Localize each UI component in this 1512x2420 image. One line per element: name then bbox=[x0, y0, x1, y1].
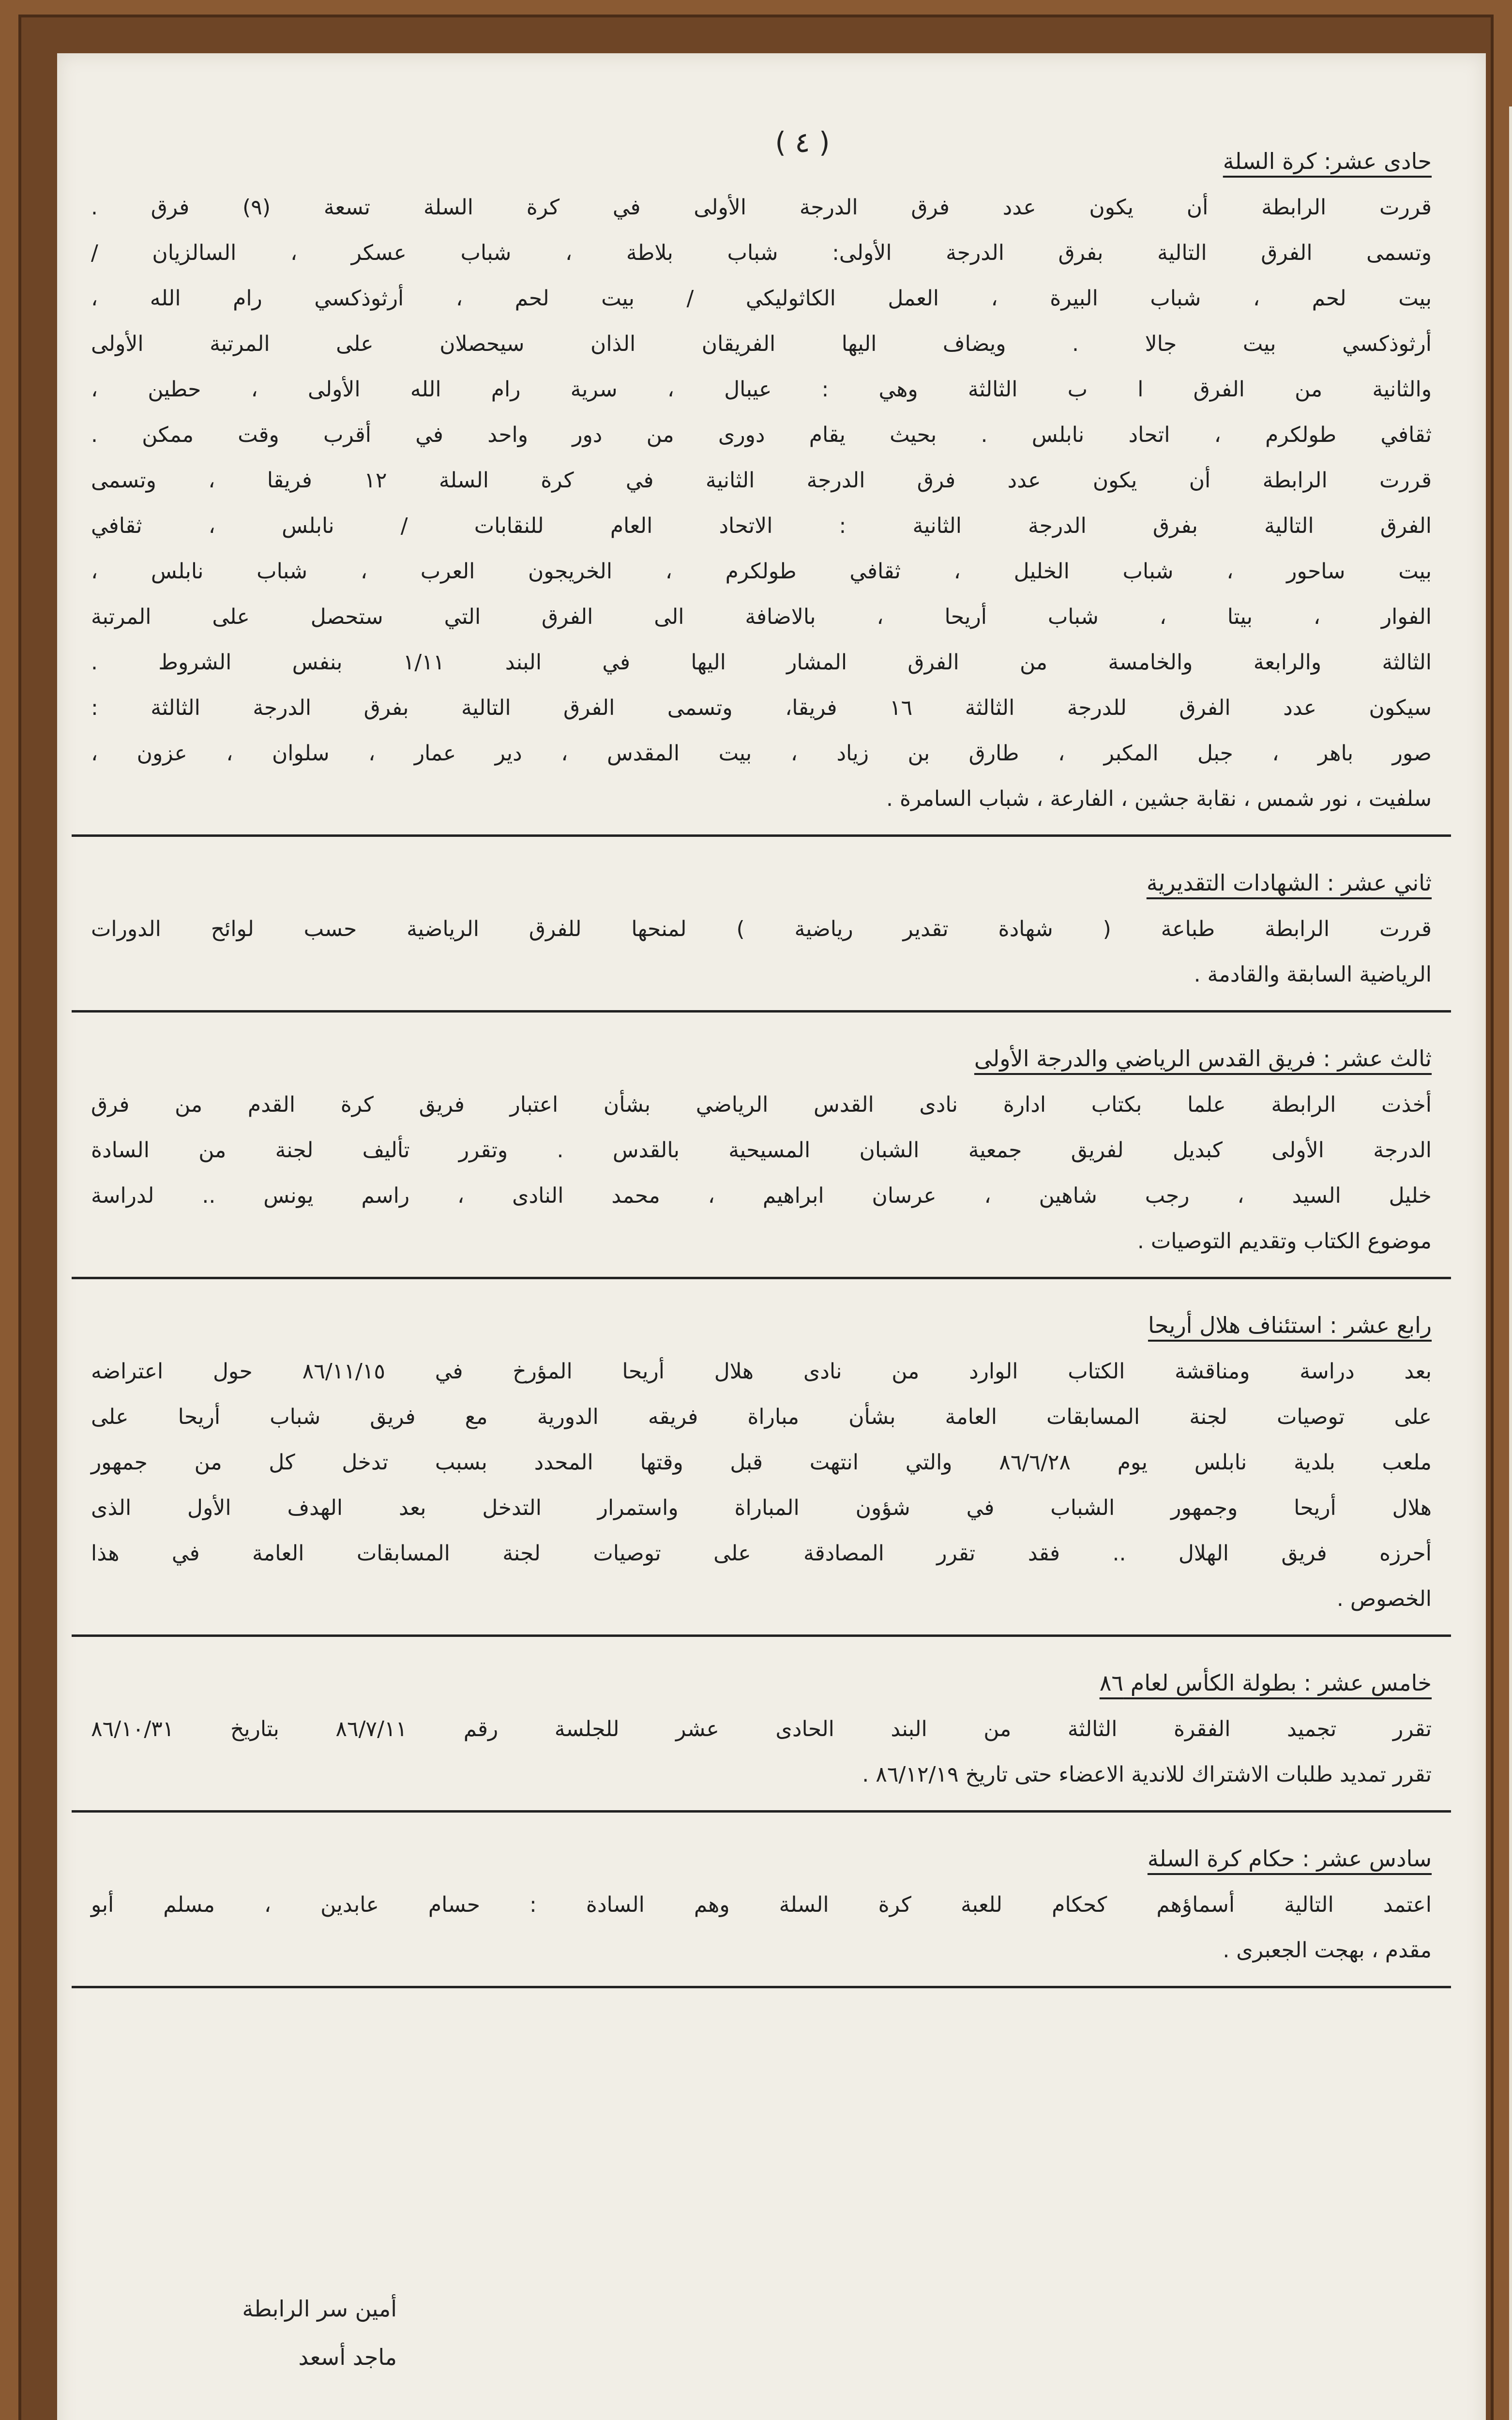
section-4 bbox=[91, 1290, 1432, 1622]
section-heading: حادى عشر: كرة السلة bbox=[1223, 148, 1432, 174]
section-divider bbox=[72, 1277, 1451, 1279]
page-number: ( ٤ ) bbox=[775, 126, 830, 159]
section-heading: خامس عشر : بطولة الكأس لعام ٨٦ bbox=[1099, 1670, 1432, 1696]
page-edge bbox=[1509, 106, 1512, 2420]
signature-name: ماجد أسعد bbox=[298, 2344, 397, 2370]
body-line: الفوار ، بيتا ، شباب أريحا ، بالاضافة الى الفرق التي ستحصل على المرتبة bbox=[91, 605, 1432, 629]
section-heading: رابع عشر : استئناف هلال أريحا bbox=[1148, 1312, 1432, 1338]
section-heading: سادس عشر : حكام كرة السلة bbox=[1147, 1845, 1432, 1872]
body-line: بيت ساحور ، شباب الخليل ، ثقافي طولكرم ، الخريجون العرب ، شباب نابلس ، bbox=[91, 559, 1432, 584]
section-heading: ثاني عشر : الشهادات التقديرية bbox=[1146, 870, 1432, 896]
body-line: الدرجة الأولى كبديل لفريق جمعية الشبان المسيحية بالقدس . وتقرر تأليف لجنة من السادة bbox=[91, 1138, 1432, 1163]
section-5 bbox=[91, 1648, 1432, 1798]
body-line: قررت الرابطة طباعة ( شهادة تقدير رياضية ) لمنحها للفرق الرياضية حسب لوائح الدورات bbox=[91, 917, 1432, 941]
body-line: موضوع الكتاب وتقديم التوصيات . bbox=[1137, 1229, 1432, 1254]
section-3 bbox=[91, 1023, 1432, 1264]
body-line: اعتمد التالية أسماؤهم كحكام للعبة كرة السلة وهم السادة : حسام عابدين ، مسلم أبو bbox=[91, 1892, 1432, 1917]
body-line: سيكون عدد الفرق للدرجة الثالثة ١٦ فريقا، وتسمى الفرق التالية بفرق الدرجة الثالثة : bbox=[91, 696, 1432, 720]
body-line: بعد دراسة ومناقشة الكتاب الوارد من نادى هلال أريحا المؤرخ في ٨٦/١١/١٥ حول اعتراضه bbox=[91, 1359, 1432, 1384]
signature-title: أمين سر الرابطة bbox=[242, 2296, 397, 2322]
body-line: الرياضية السابقة والقادمة . bbox=[1194, 962, 1432, 987]
body-line: أحرزه فريق الهلال .. فقد تقرر المصادقة على توصيات لجنة المسابقات العامة في هذا bbox=[91, 1541, 1432, 1566]
body-line: قررت الرابطة أن يكون عدد فرق الدرجة الثانية في كرة السلة ١٢ فريقا ، وتسمى bbox=[91, 468, 1432, 493]
body-line: أخذت الرابطة علما بكتاب ادارة نادى القدس الرياضي بشأن اعتبار فريق كرة القدم من فرق bbox=[91, 1092, 1432, 1117]
document-body bbox=[91, 126, 1432, 1999]
body-line: على توصيات لجنة المسابقات العامة بشأن مباراة فريقه الدورية مع فريق شباب أريحا على bbox=[91, 1405, 1432, 1429]
body-line: والثانية من الفرق ا ب الثالثة وهي : عيبال ، سرية رام الله الأولى ، حطين ، bbox=[91, 377, 1432, 402]
body-line: ثقافي طولكرم ، اتحاد نابلس . بحيث يقام دورى من دور واحد في أقرب وقت ممكن . bbox=[91, 423, 1432, 447]
body-line: هلال أريحا وجمهور الشباب في شؤون المباراة واستمرار التدخل بعد الهدف الأول الذى bbox=[91, 1496, 1432, 1520]
section-1 bbox=[91, 126, 1432, 822]
body-line: تقرر تمديد طلبات الاشتراك للاندية الاعضاء حتى تاريخ ٨٦/١٢/١٩ . bbox=[862, 1762, 1432, 1787]
section-divider bbox=[72, 834, 1451, 837]
body-line: صور باهر ، جبل المكبر ، طارق بن زياد ، بيت المقدس ، دير عمار ، سلوان ، عزون ، bbox=[91, 741, 1432, 766]
section-divider bbox=[72, 1986, 1451, 1988]
section-divider bbox=[72, 1634, 1451, 1637]
section-6 bbox=[91, 1823, 1432, 1973]
signature-block bbox=[145, 2284, 397, 2381]
body-line: بيت لحم ، شباب البيرة ، العمل الكاثوليكي / بيت لحم ، أرثوذكسي رام الله ، bbox=[91, 286, 1432, 311]
body-line: ملعب بلدية نابلس يوم ٨٦/٦/٢٨ والتي انتهت قبل وقتها المحدد بسبب تدخل كل من جمهور bbox=[91, 1450, 1432, 1475]
body-line: خليل السيد ، رجب شاهين ، عرسان ابراهيم ، محمد النادى ، راسم يونس .. لدراسة bbox=[91, 1183, 1432, 1208]
section-divider bbox=[72, 1810, 1451, 1813]
body-line: الثالثة والرابعة والخامسة من الفرق المشار اليها في البند ١/١١ بنفس الشروط . bbox=[91, 650, 1432, 675]
document-page bbox=[57, 53, 1486, 2420]
body-line: الفرق التالية بفرق الدرجة الثانية : الاتحاد العام للنقابات / نابلس ، ثقافي bbox=[91, 514, 1432, 538]
body-line: تقرر تجميد الفقرة الثالثة من البند الحادى عشر للجلسة رقم ٨٦/٧/١١ بتاريخ ٨٦/١٠/٣١ bbox=[91, 1717, 1432, 1741]
body-line: وتسمى الفرق التالية بفرق الدرجة الأولى: شباب بلاطة ، شباب عسكر ، السالزيان / bbox=[91, 241, 1432, 265]
body-line: سلفيت ، نور شمس ، نقابة جشين ، الفارعة ، شباب السامرة . bbox=[886, 786, 1432, 811]
section-divider bbox=[72, 1010, 1451, 1013]
body-line: مقدم ، بهجت الجعبرى . bbox=[1223, 1938, 1432, 1963]
section-2 bbox=[91, 847, 1432, 998]
section-heading: ثالث عشر : فريق القدس الرياضي والدرجة الأولى bbox=[974, 1045, 1432, 1072]
body-line: أرثوذكسي بيت جالا . ويضاف اليها الفريقان الذان سيحصلان على المرتبة الأولى bbox=[91, 332, 1432, 356]
body-line: قررت الرابطة أن يكون عدد فرق الدرجة الأولى في كرة السلة تسعة (٩) فرق . bbox=[91, 195, 1432, 220]
body-line: الخصوص . bbox=[1336, 1587, 1432, 1611]
